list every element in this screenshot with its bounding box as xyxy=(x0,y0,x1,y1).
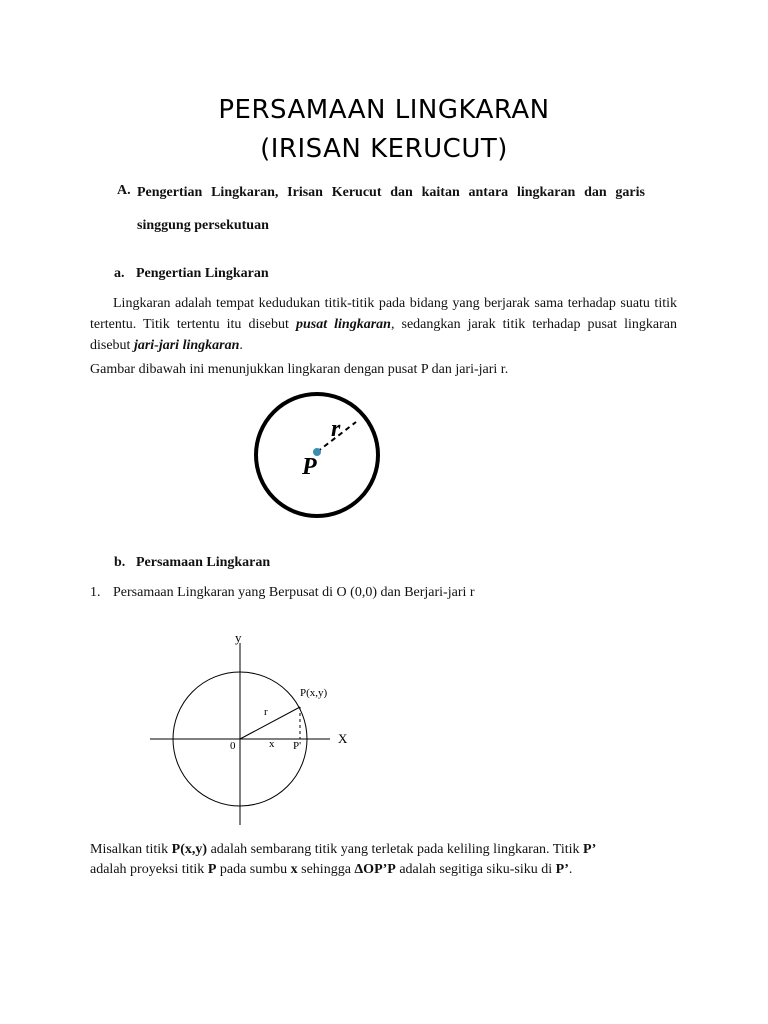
radius-line xyxy=(240,707,300,739)
page-title-line-2: (IRISAN KERUCUT) xyxy=(260,134,508,164)
explanation-text-5: sehingga xyxy=(297,862,355,877)
section-a-marker: A. xyxy=(117,183,131,198)
page-title-line-1: PERSAMAAN LINGKARAN xyxy=(218,95,550,125)
explanation-text-2: adalah sembarang titik yang terletak pada keliling lingkaran. Titik xyxy=(207,842,584,857)
explanation-text-3: adalah proyeksi titik xyxy=(90,862,208,877)
figure-intro-text: Gambar dibawah ini menunjukkan lingkaran dengan pusat P dan jari-jari r. xyxy=(90,362,509,377)
explanation-text-1: Misalkan titik xyxy=(90,842,172,857)
definition-text-3: . xyxy=(239,338,243,353)
right-angle-vertex: P’ xyxy=(555,862,569,877)
explanation-text-7: . xyxy=(568,862,573,877)
explanation-text-6: adalah segitiga siku-siku di xyxy=(395,862,556,877)
definition-text-1: Lingkaran adalah tempat kedudukan titik-titik pada bidang yang berjarak sama terhadap suatu titik tertentu. Titik tertentu itu disebut xyxy=(90,296,677,332)
definition-paragraph xyxy=(90,293,677,356)
point-p-label: P(x,y) xyxy=(300,687,328,699)
definition-text-2: , sedangkan jarak titik terhadap pusat lingkaran disebut xyxy=(90,317,677,353)
subsection-a-marker: a. xyxy=(114,266,125,281)
circle-figure xyxy=(240,385,400,530)
radius-label: r xyxy=(331,416,341,442)
center-label: P xyxy=(302,454,317,480)
y-axis-label: y xyxy=(235,630,242,645)
subsection-a-heading: Pengertian Lingkaran xyxy=(136,266,269,281)
subsection-b-heading: Persamaan Lingkaran xyxy=(136,555,271,570)
projection-point-label: P' xyxy=(293,740,302,752)
explanation-line-1 xyxy=(90,842,596,858)
point-p-xy: P(x,y) xyxy=(171,842,208,857)
coordinate-circle-figure xyxy=(140,625,370,830)
triangle-op-p: ΔOP’P xyxy=(354,862,396,877)
axis-x: x xyxy=(290,862,298,877)
item-1-number: 1. xyxy=(90,585,101,600)
item-1-text: Persamaan Lingkaran yang Berpusat di O (0,0) dan Berjari-jari r xyxy=(113,585,475,600)
origin-label: 0 xyxy=(230,740,236,752)
term-jari-jari-lingkaran: jari-jari lingkaran xyxy=(133,338,240,353)
point-p: P xyxy=(207,862,217,877)
x-segment-label: x xyxy=(269,738,275,750)
radius-r-label: r xyxy=(264,706,268,718)
point-p-prime: P’ xyxy=(583,842,597,857)
subsection-b-marker: b. xyxy=(114,555,126,570)
x-axis-label: X xyxy=(338,731,348,746)
term-pusat-lingkaran: pusat lingkaran xyxy=(295,317,391,332)
explanation-text-4: pada sumbu xyxy=(216,862,291,877)
section-a-heading: Pengertian Lingkaran, Irisan Kerucut dan kaitan antara lingkaran dan garis singgung persekutuan xyxy=(137,185,645,233)
explanation-line-2 xyxy=(90,862,572,878)
